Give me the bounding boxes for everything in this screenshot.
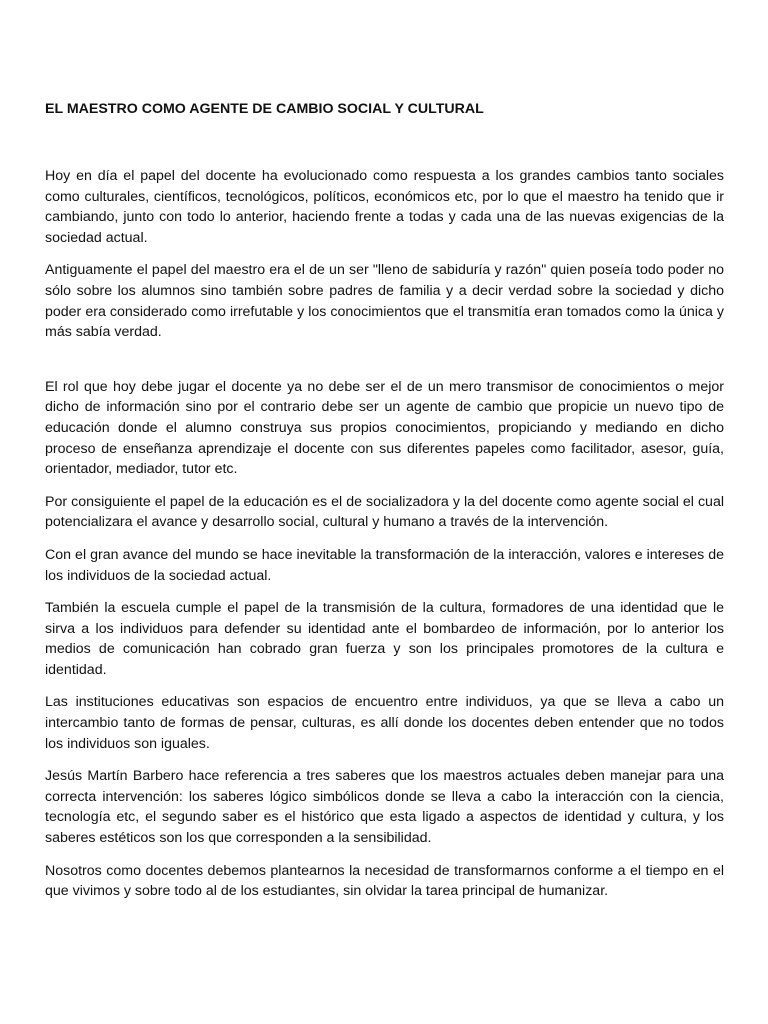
paragraph-6: También la escuela cumple el papel de la transmisión de la cultura, formadores de una identidad que le sirva a los individuos para defender su identidad ante el bombardeo de información, por lo anterior los medios de comunicación han cobrado gran fuerza y son los principales promotores de la cultura e identidad. [45, 600, 724, 678]
paragraph-1: Hoy en día el papel del docente ha evolucionado como respuesta a los grandes cambios tanto sociales como culturales, científicos, tecnológicos, políticos, económicos etc, por lo que el maestro ha tenido que ir cambiando, junto con todo lo anterior, haciendo frente a todas y cada una de las nuevas exigencias de la sociedad actual. [45, 168, 724, 246]
paragraph-8: Jesús Martín Barbero hace referencia a tres saberes que los maestros actuales deben manejar para una correcta intervención: los saberes lógico simbólicos donde se lleva a cabo la interacción con la ciencia, tecnología etc, el segundo saber es el histórico que esta ligado a aspectos de identidad y cultura, y los saberes estéticos son los que corresponden a la sensibilidad. [45, 768, 724, 847]
paragraph-3: El rol que hoy debe jugar el docente ya no debe ser el de un mero transmisor de conocimientos o mejor dicho de información sino por el contrario debe ser un agente de cambio que propicie un nuevo tipo de educación donde el alumno construya sus propios conocimientos, propiciando y mediando en dicho proceso de enseñanza aprendizaje el docente con sus diferentes papeles como facilitador, asesor, guía, orientador, mediador, tutor etc. [45, 378, 724, 478]
paragraph-4: Por consiguiente el papel de la educación es el de socializadora y la del docente como agente social el cual potencializara el avance y desarrollo social, cultural y humano a través de la intervención. [45, 493, 724, 531]
paragraph-2: Antiguamente el papel del maestro era el de un ser "lleno de sabiduría y razón" quien poseía todo poder no sólo sobre los alumnos sino también sobre padres de familia y a decir verdad sobre la sociedad y dicho poder era considerado como irrefutable y los conocimientos que el transmitía eran tomados como la única y más sabía verdad. [45, 262, 724, 341]
paragraph-5: Con el gran avance del mundo se hace inevitable la transformación de la interacción, valores e intereses de los individuos de la sociedad actual. [45, 546, 724, 584]
paragraph-7: Las instituciones educativas son espacios de encuentro entre individuos, ya que se lleva a cabo un intercambio tanto de formas de pensar, culturas, es allí donde los docentes deben entender que no todos los individuos son iguales. [45, 694, 724, 752]
document-body [45, 166, 724, 902]
document-title: EL MAESTRO COMO AGENTE DE CAMBIO SOCIAL Y CULTURAL [45, 101, 484, 117]
paragraph-9: Nosotros como docentes debemos plantearnos la necesidad de transformarnos conforme a el tiempo en el que vivimos y sobre todo al de los estudiantes, sin olvidar la tarea principal de humanizar. [45, 862, 724, 900]
